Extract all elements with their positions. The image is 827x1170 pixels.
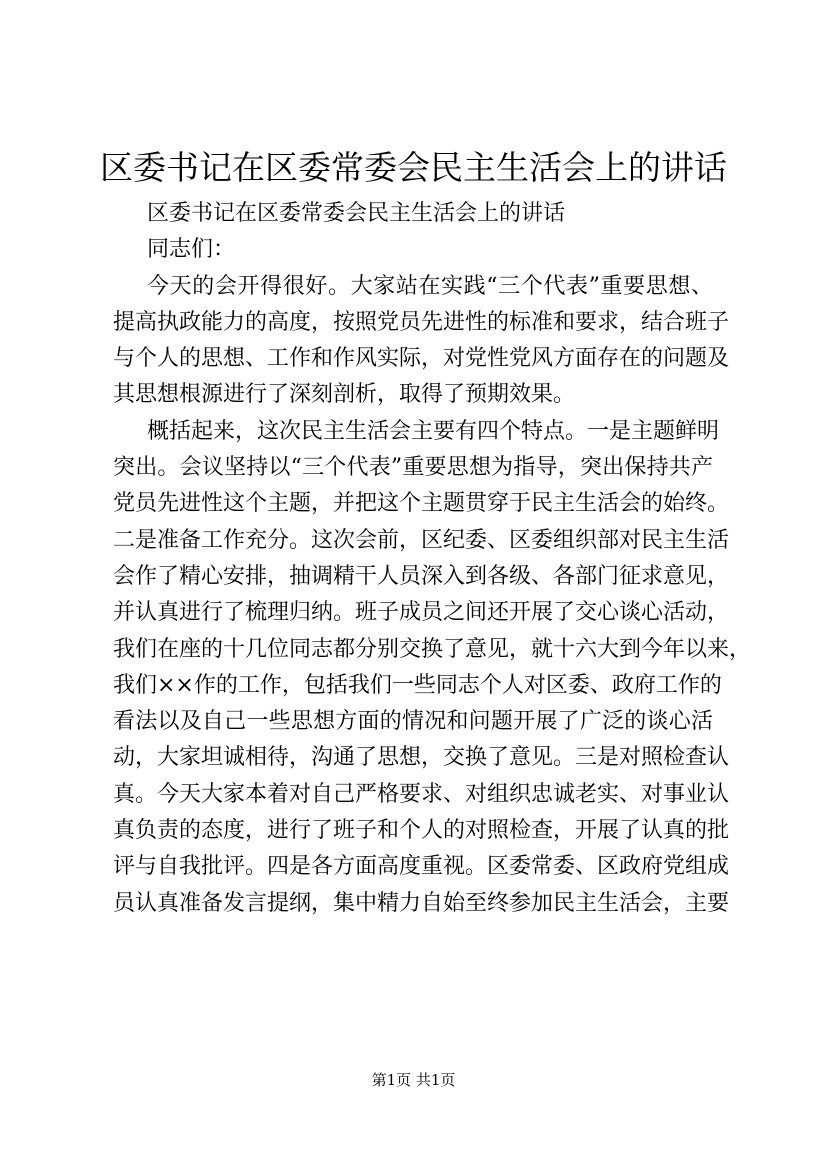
body-line: 评与自我批评。四是各方面高度重视。区委常委、区政府党组成: [113, 854, 730, 880]
body-line: 真负责的态度，进行了班子和个人的对照检查，开展了认真的批: [113, 818, 730, 844]
page-footer: 第1页 共1页: [371, 1071, 456, 1089]
body-line: 提高执政能力的高度，按照党员先进性的标准和要求，结合班子: [113, 309, 730, 335]
body-line: 党员先进性这个主题，并把这个主题贯穿于民主生活会的始终。: [113, 491, 730, 517]
body-line: 突出。会议坚持以“三个代表”重要思想为指导，突出保持共产: [113, 455, 713, 481]
body-line: 今天的会开得很好。大家站在实践“三个代表”重要思想、: [147, 273, 713, 299]
body-line: 区委书记在区委常委会民主生活会上的讲话: [147, 201, 566, 226]
body-line: 我们××作的工作，包括我们一些同志个人对区委、政府工作的: [113, 672, 722, 698]
document-body: [113, 196, 752, 922]
body-line: 动，大家坦诚相待，沟通了思想，交换了意见。三是对照检查认: [113, 745, 730, 771]
body-line: 员认真准备发言提纲，集中精力自始至终参加民主生活会，主要: [113, 890, 730, 916]
body-line: 概括起来，这次民主生活会主要有四个特点。一是主题鲜明: [147, 418, 720, 444]
body-line: 同志们：: [147, 237, 236, 263]
body-line: 会作了精心安排，抽调精干人员深入到各级、各部门征求意见，: [113, 563, 730, 589]
body-line: 真。今天大家本着对自己严格要求、对组织忠诚老实、对事业认: [113, 781, 730, 807]
body-line: 并认真进行了梳理归纳。班子成员之间还开展了交心谈心活动，: [113, 600, 730, 626]
body-line: 其思想根源进行了深刻剖析，取得了预期效果。: [113, 382, 576, 408]
body-line: 与个人的思想、工作和作风实际，对党性党风方面存在的问题及: [113, 346, 730, 372]
body-line: 看法以及自己一些思想方面的情况和问题开展了广泛的谈心活: [113, 709, 713, 735]
document-title: 区委书记在区委常委会民主生活会上的讲话: [100, 148, 727, 187]
body-line: 二是准备工作充分。这次会前，区纪委、区委组织部对民主生活: [113, 527, 730, 553]
body-line: 我们在座的十几位同志都分别交换了意见，就十六大到今年以来，: [113, 636, 752, 662]
